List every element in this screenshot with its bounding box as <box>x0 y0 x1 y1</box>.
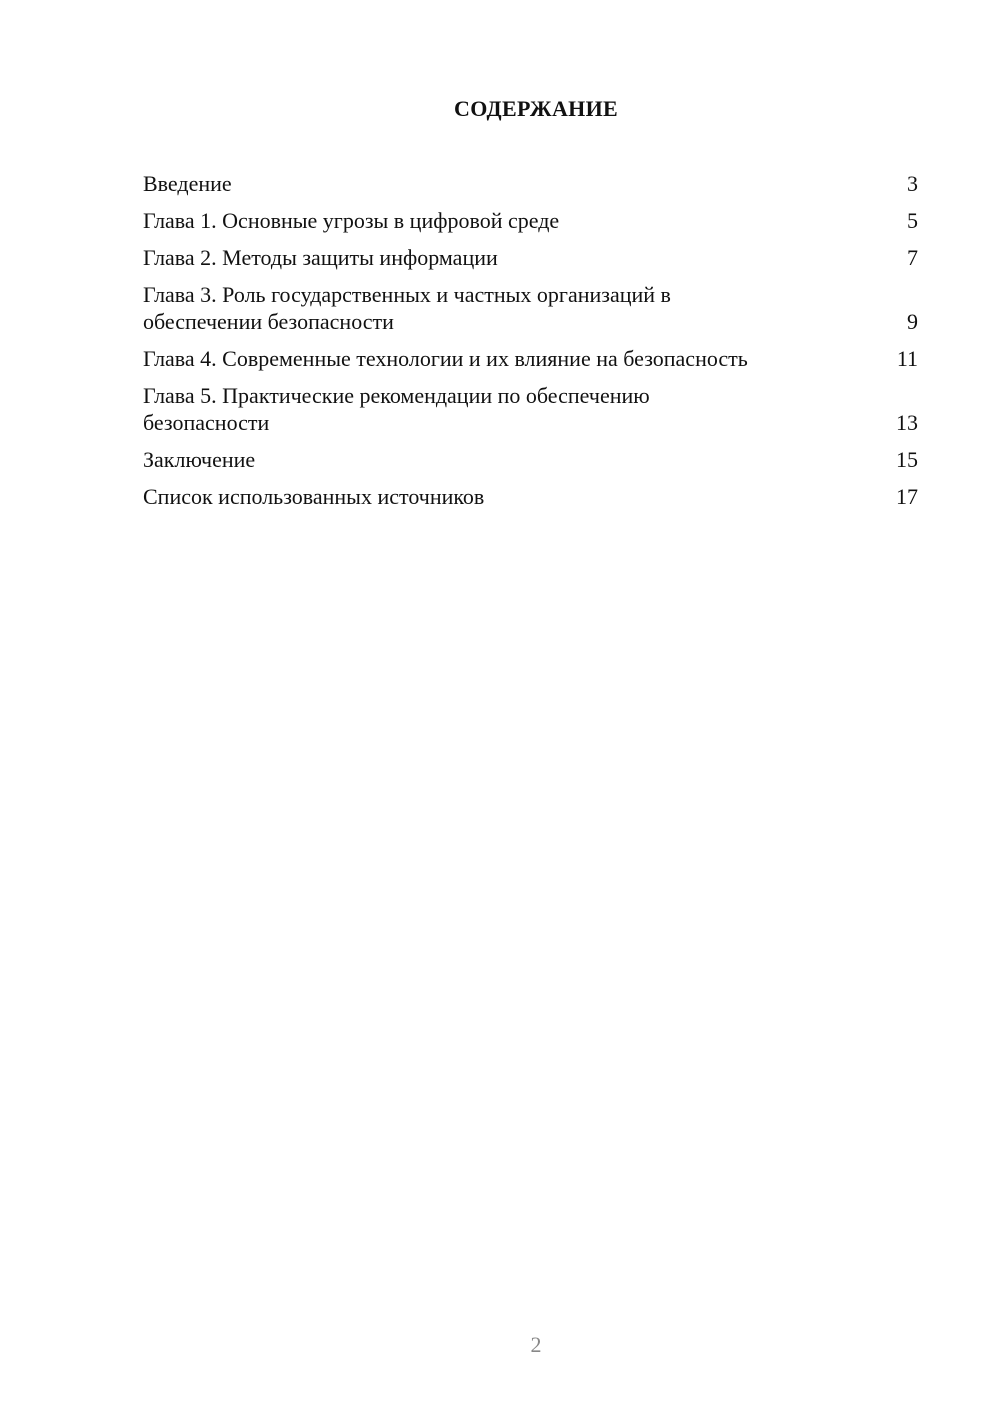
toc-entry-title: Глава 4. Современные технологии и их влияние на безопасность <box>143 346 748 371</box>
toc-entry-page: 9 <box>907 309 918 334</box>
toc-entry-title: Глава 3. Роль государственных и частных организаций в обеспечении безопасности <box>143 282 671 334</box>
toc-entry-title: Глава 2. Методы защиты информации <box>143 245 498 270</box>
toc-entry-page: 13 <box>896 410 918 435</box>
toc-entry-title: Заключение <box>143 447 256 472</box>
table-of-contents <box>143 170 918 520</box>
toc-entry-page: 5 <box>907 208 918 233</box>
toc-entry-chapter-1 <box>143 207 918 234</box>
toc-entry-page: 3 <box>907 171 918 196</box>
toc-entry-page: 15 <box>896 447 918 472</box>
toc-entry-page: 11 <box>896 346 918 371</box>
toc-entry-title: Список использованных источников <box>143 484 485 509</box>
toc-entry-page: 7 <box>907 245 918 270</box>
toc-entry-references <box>143 483 918 510</box>
toc-entry-conclusion <box>143 446 918 473</box>
toc-entry-page: 17 <box>896 484 918 509</box>
toc-entry-title: Глава 1. Основные угрозы в цифровой среде <box>143 208 560 233</box>
toc-entry-title: Введение <box>143 171 232 196</box>
toc-heading: СОДЕРЖАНИЕ <box>454 96 618 121</box>
toc-entry-chapter-3 <box>143 281 918 335</box>
page-number: 2 <box>530 1332 542 1357</box>
toc-entry-chapter-2 <box>143 244 918 271</box>
toc-entry-title: Глава 5. Практические рекомендации по обеспечению безопасности <box>143 383 650 435</box>
toc-entry-chapter-5 <box>143 382 918 436</box>
toc-entry-introduction <box>143 170 918 197</box>
toc-entry-chapter-4 <box>143 345 918 372</box>
